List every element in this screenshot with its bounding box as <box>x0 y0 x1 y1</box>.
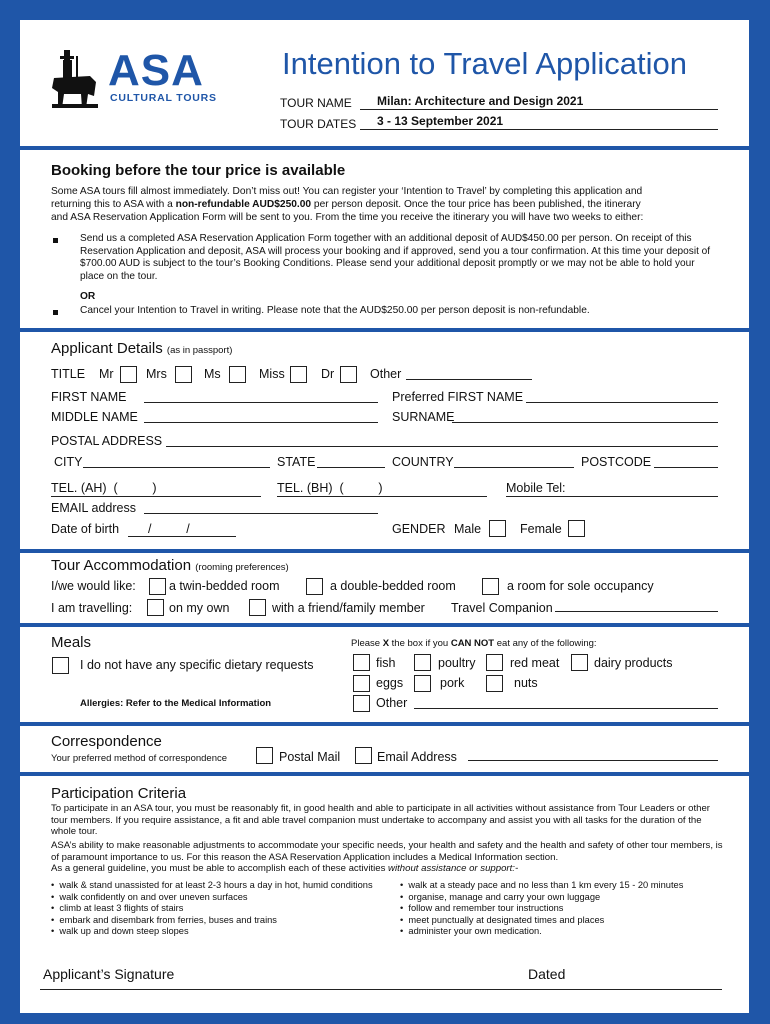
gender-female-label: Female <box>520 522 562 536</box>
tour-dates-value[interactable]: 3 - 13 September 2021 <box>377 114 504 128</box>
title-mrs-label: Mrs <box>146 367 167 381</box>
meals-instruction: Please X the box if you CAN NOT eat any of the following: <box>351 638 597 649</box>
list-item: • walk at a steady pace and no less than 1 km every 15 - 20 minutes <box>400 880 684 890</box>
title-label: TITLE <box>51 367 86 381</box>
meal-other-checkbox[interactable] <box>353 695 370 712</box>
section-divider <box>20 722 749 726</box>
application-form <box>20 20 749 1013</box>
title-ms-label: Ms <box>204 367 221 381</box>
list-item: • administer your own medication. <box>400 926 542 937</box>
travelling-label: I am travelling: <box>51 601 133 615</box>
horse-rider-icon <box>50 48 102 114</box>
first-name-label: FIRST NAME <box>51 390 127 404</box>
gender-male-checkbox[interactable] <box>489 520 506 537</box>
tour-name-value[interactable]: Milan: Architecture and Design 2021 <box>377 94 584 108</box>
title-ms-checkbox[interactable] <box>229 366 246 383</box>
gender-label: GENDER <box>392 522 446 536</box>
fish-label: fish <box>376 656 396 670</box>
red-meat-checkbox[interactable] <box>486 654 503 671</box>
section-divider <box>20 549 749 553</box>
would-like-label: I/we would like: <box>51 579 136 593</box>
booking-intro-1: Some ASA tours fill almost immediately. Don’t miss out! You can register your ‘Intention to Travel’ by completing this application and <box>51 186 643 197</box>
nuts-checkbox[interactable] <box>486 675 503 692</box>
nuts-label: nuts <box>514 676 538 690</box>
preferred-first-field[interactable] <box>526 402 718 403</box>
bullet-square <box>53 238 58 243</box>
double-room-checkbox[interactable] <box>306 578 323 595</box>
tel-bh-label: TEL. (BH) ( ) <box>277 481 383 495</box>
surname-field[interactable] <box>452 422 718 423</box>
companion-field[interactable] <box>555 611 718 612</box>
postal-mail-label: Postal Mail <box>279 750 341 764</box>
email-address-checkbox[interactable] <box>355 747 372 764</box>
state-field[interactable] <box>317 467 385 468</box>
section-divider <box>20 772 749 776</box>
title-other-label: Other <box>370 367 402 381</box>
applicant-heading: Applicant Details (as in passport) <box>51 340 233 357</box>
booking-intro-2: returning this to ASA with a non-refundable AUD$250.00 per person deposit. Once the tour price has been published, the itinerary <box>51 199 641 210</box>
participation-p3: As a general guideline, you must be able to accomplish each of these activities without assistance or support:- <box>51 863 519 874</box>
section-divider <box>20 146 749 150</box>
participation-heading: Participation Criteria <box>51 785 187 802</box>
eggs-checkbox[interactable] <box>353 675 370 692</box>
participation-p2: ASA’s ability to make reasonable adjustments to accommodate your specific needs, your health and safety and the health and safety of other tour members, is of paramount importance to us. For this reason the ASA Reservation Application includes a Medical Information section. <box>51 840 723 863</box>
booking-bullet-2: Cancel your Intention to Travel in writing. Please note that the AUD$250.00 per person deposit is non-refundable. <box>80 305 590 316</box>
mobile-field[interactable] <box>506 496 718 497</box>
list-item: • walk confidently on and over uneven surfaces <box>51 891 248 902</box>
state-label: STATE <box>277 455 316 469</box>
postcode-label: POSTCODE <box>581 455 652 469</box>
dob-label: Date of birth <box>51 522 120 536</box>
postal-address-field[interactable] <box>166 446 718 447</box>
asa-logo <box>50 48 235 114</box>
eggs-label: eggs <box>376 676 404 690</box>
tour-dates-label: TOUR DATES <box>280 117 357 131</box>
dairy-label: dairy products <box>594 656 673 670</box>
email-address-label: Email Address <box>377 750 457 764</box>
pork-label: pork <box>440 676 465 690</box>
country-label: COUNTRY <box>392 455 454 469</box>
meals-heading: Meals <box>51 634 92 651</box>
booking-bullet-1: Send us a completed ASA Reservation Application Form together with an additional deposit of AUD$450.00 per person. On receipt of this Reservation Application and deposit, ASA will process your booking and if approved, send you a tour confirmation. At this time your deposit of $700.00 AUD is subject to the tour’s Booking Conditions. Please send your additional deposit promptly or we may not be able to hold your place on the tour. <box>80 233 711 282</box>
booking-heading: Booking before the tour price is available <box>51 162 346 179</box>
fish-checkbox[interactable] <box>353 654 370 671</box>
title-miss-label: Miss <box>259 367 285 381</box>
correspondence-heading: Correspondence <box>51 733 162 750</box>
companion-label: Travel Companion <box>451 601 553 615</box>
accommodation-heading: Tour Accommodation (rooming preferences) <box>51 557 289 574</box>
list-item: • walk up and down steep slopes <box>51 926 189 937</box>
double-room-label: a double-bedded room <box>330 579 456 593</box>
friend-checkbox[interactable] <box>249 599 266 616</box>
dairy-checkbox[interactable] <box>571 654 588 671</box>
mobile-label: Mobile Tel: <box>506 481 566 495</box>
allergies-note: Allergies: Refer to the Medical Information <box>80 698 272 709</box>
signature-field[interactable] <box>40 989 722 990</box>
first-name-field[interactable] <box>144 402 378 403</box>
criteria-left-list <box>51 880 373 938</box>
list-item: • climb at least 3 flights of stairs <box>51 903 184 914</box>
participation-p1: To participate in an ASA tour, you must be reasonably fit, in good health and able to participate in all activities without assistance from Tour Leaders or other tour members. If you require assistance, a fit and able travel companion must undertake to accompany and assist you with all tasks for the duration of the whole tour. <box>51 803 710 837</box>
poultry-checkbox[interactable] <box>414 654 431 671</box>
booking-intro-3: and ASA Reservation Application Form will be sent to you. From the time you receive the itinerary you will have two weeks to either: <box>51 212 644 223</box>
dob-separators: / / <box>148 522 190 536</box>
list-item: • embark and disembark from ferries, buses and trains <box>51 914 277 925</box>
list-item: • meet punctually at designated times and places <box>400 914 605 925</box>
twin-room-checkbox[interactable] <box>149 578 166 595</box>
postcode-field[interactable] <box>654 467 718 468</box>
sole-occupancy-label: a room for sole occupancy <box>507 579 654 593</box>
red-meat-label: red meat <box>510 656 560 670</box>
twin-room-label: a twin-bedded room <box>169 579 280 593</box>
correspondence-preferred: Your preferred method of correspondence <box>51 753 228 764</box>
title-mrs-checkbox[interactable] <box>175 366 192 383</box>
middle-name-label: MIDDLE NAME <box>51 410 138 424</box>
list-item: • walk & stand unassisted for at least 2-3 hours a day in hot, humid conditions <box>51 880 373 890</box>
country-field[interactable] <box>454 467 574 468</box>
tour-name-line <box>360 109 718 110</box>
tour-name-label: TOUR NAME <box>280 96 352 110</box>
city-field[interactable] <box>83 467 270 468</box>
page-title: Intention to Travel Application <box>282 46 687 81</box>
title-dr-checkbox[interactable] <box>340 366 357 383</box>
sole-occupancy-checkbox[interactable] <box>482 578 499 595</box>
bullet-square <box>53 310 58 315</box>
section-divider <box>20 328 749 332</box>
title-other-field[interactable] <box>406 379 532 380</box>
middle-name-field[interactable] <box>144 422 378 423</box>
title-miss-checkbox[interactable] <box>290 366 307 383</box>
tel-bh-field[interactable] <box>277 496 487 497</box>
email-field[interactable] <box>144 513 378 514</box>
dob-field[interactable] <box>128 536 236 537</box>
list-item: • organise, manage and carry your own luggage <box>400 891 601 902</box>
email-address-field[interactable] <box>468 760 718 761</box>
tour-dates-line <box>360 129 718 130</box>
poultry-label: poultry <box>438 656 476 670</box>
no-dietary-checkbox[interactable] <box>52 657 69 674</box>
friend-label: with a friend/family member <box>272 601 425 615</box>
dated-label: Dated <box>528 966 566 982</box>
surname-label: SURNAME <box>392 410 455 424</box>
email-label: EMAIL address <box>51 501 136 515</box>
title-dr-label: Dr <box>321 367 335 381</box>
logo-brand: ASA <box>108 46 204 95</box>
meal-other-label: Other <box>376 696 408 710</box>
criteria-right-list <box>400 880 683 938</box>
gender-male-label: Male <box>454 522 482 536</box>
postal-mail-checkbox[interactable] <box>256 747 273 764</box>
logo-subtitle: CULTURAL TOURS <box>110 92 217 104</box>
city-label: CITY <box>54 455 83 469</box>
tel-ah-field[interactable] <box>51 496 261 497</box>
pork-checkbox[interactable] <box>414 675 431 692</box>
booking-or: OR <box>80 291 96 302</box>
title-mr-label: Mr <box>99 367 114 381</box>
list-item: • follow and remember tour instructions <box>400 903 564 914</box>
postal-address-label: POSTAL ADDRESS <box>51 434 163 448</box>
tel-ah-label: TEL. (AH) ( ) <box>51 481 157 495</box>
title-mr-checkbox[interactable] <box>120 366 137 383</box>
section-divider <box>20 623 749 627</box>
own-label: on my own <box>169 601 230 615</box>
no-dietary-label: I do not have any specific dietary requests <box>80 658 314 672</box>
signature-label: Applicant’s Signature <box>43 966 175 982</box>
preferred-first-label: Preferred FIRST NAME <box>392 390 524 404</box>
gender-female-checkbox[interactable] <box>568 520 585 537</box>
meal-other-field[interactable] <box>414 708 718 709</box>
own-checkbox[interactable] <box>147 599 164 616</box>
